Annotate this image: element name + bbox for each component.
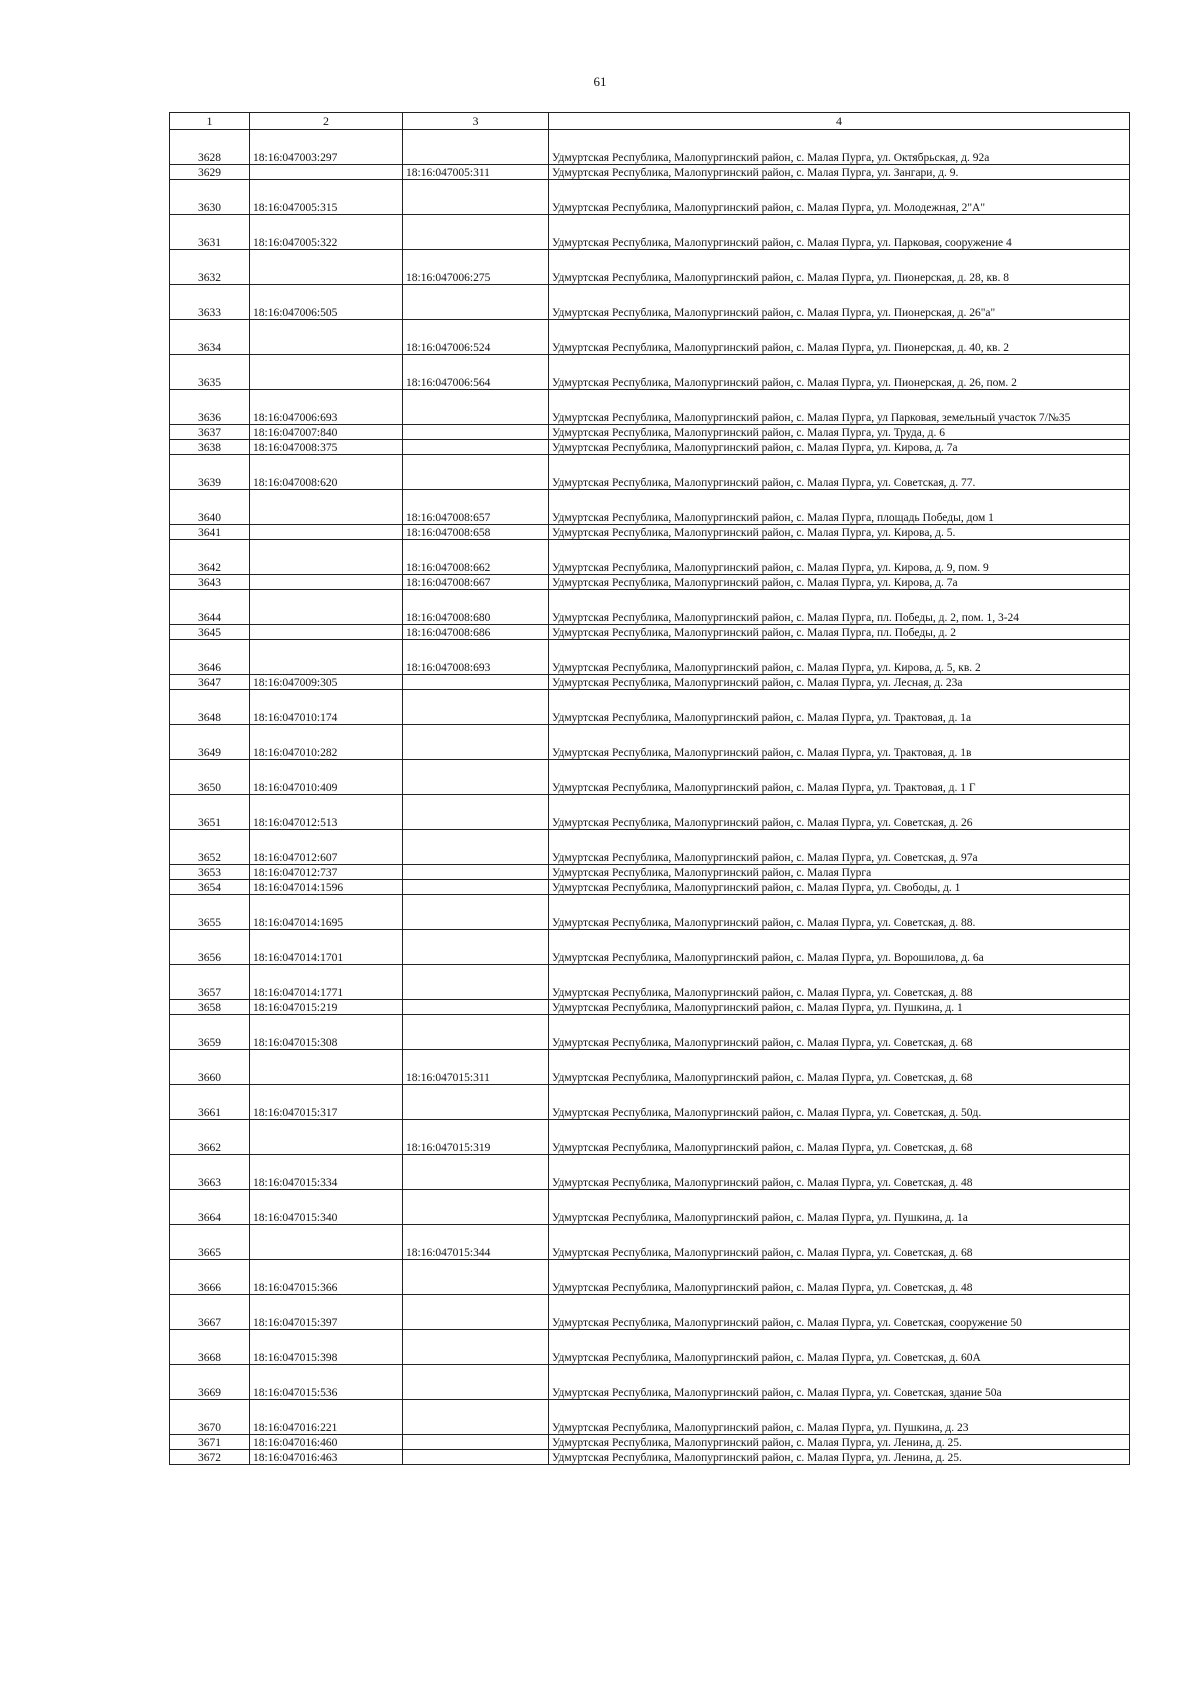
building-cadastral-number-cell (403, 895, 549, 930)
table-row (170, 1450, 1130, 1465)
address-cell: Удмуртская Республика, Малопургинский район, с. Малая Пурга, ул. Трактовая, д. 1 Г (549, 760, 1130, 795)
registry-table (169, 112, 1130, 1465)
cadastral-number-cell: 18:16:047016:460 (250, 1435, 403, 1450)
row-number-cell: 3669 (170, 1365, 250, 1400)
row-number-cell: 3641 (170, 525, 250, 540)
cadastral-number-cell: 18:16:047003:297 (250, 130, 403, 165)
row-number-cell: 3652 (170, 830, 250, 865)
building-cadastral-number-cell (403, 880, 549, 895)
building-cadastral-number-cell (403, 760, 549, 795)
building-cadastral-number-cell (403, 180, 549, 215)
address-cell: Удмуртская Республика, Малопургинский район, с. Малая Пурга (549, 865, 1130, 880)
row-number-cell: 3649 (170, 725, 250, 760)
row-number-cell: 3640 (170, 490, 250, 525)
table-row (170, 1260, 1130, 1295)
address-cell: Удмуртская Республика, Малопургинский район, с. Малая Пурга, пл. Победы, д. 2 (549, 625, 1130, 640)
row-number-cell: 3637 (170, 425, 250, 440)
building-cadastral-number-cell: 18:16:047015:344 (403, 1225, 549, 1260)
row-number-cell: 3646 (170, 640, 250, 675)
address-cell: Удмуртская Республика, Малопургинский район, с. Малая Пурга, ул. Трактовая, д. 1в (549, 725, 1130, 760)
row-number-cell: 3671 (170, 1435, 250, 1450)
row-number-cell: 3651 (170, 795, 250, 830)
building-cadastral-number-cell: 18:16:047006:524 (403, 320, 549, 355)
building-cadastral-number-cell (403, 130, 549, 165)
building-cadastral-number-cell: 18:16:047008:657 (403, 490, 549, 525)
table-row (170, 1155, 1130, 1190)
address-cell: Удмуртская Республика, Малопургинский район, с. Малая Пурга, ул. Кирова, д. 5, кв. 2 (549, 640, 1130, 675)
address-cell: Удмуртская Республика, Малопургинский район, с. Малая Пурга, ул. Советская, д. 48 (549, 1155, 1130, 1190)
cadastral-number-cell: 18:16:047008:375 (250, 440, 403, 455)
address-cell: Удмуртская Республика, Малопургинский район, с. Малая Пурга, площадь Победы, дом 1 (549, 490, 1130, 525)
cadastral-number-cell: 18:16:047006:505 (250, 285, 403, 320)
building-cadastral-number-cell: 18:16:047008:658 (403, 525, 549, 540)
building-cadastral-number-cell (403, 675, 549, 690)
address-cell: Удмуртская Республика, Малопургинский район, с. Малая Пурга, ул. Труда, д. 6 (549, 425, 1130, 440)
address-cell: Удмуртская Республика, Малопургинский район, с. Малая Пурга, ул. Октябрьская, д. 92а (549, 130, 1130, 165)
row-number-cell: 3639 (170, 455, 250, 490)
table-row (170, 1365, 1130, 1400)
building-cadastral-number-cell: 18:16:047008:686 (403, 625, 549, 640)
table-row (170, 540, 1130, 575)
row-number-cell: 3660 (170, 1050, 250, 1085)
cadastral-number-cell (250, 165, 403, 180)
address-cell: Удмуртская Республика, Малопургинский район, с. Малая Пурга, ул. Пушкина, д. 23 (549, 1400, 1130, 1435)
cadastral-number-cell: 18:16:047006:693 (250, 390, 403, 425)
row-number-cell: 3630 (170, 180, 250, 215)
row-number-cell: 3645 (170, 625, 250, 640)
building-cadastral-number-cell (403, 215, 549, 250)
cadastral-number-cell (250, 540, 403, 575)
cadastral-number-cell: 18:16:047015:219 (250, 1000, 403, 1015)
row-number-cell: 3643 (170, 575, 250, 590)
address-cell: Удмуртская Республика, Малопургинский район, с. Малая Пурга, ул. Советская, сооружение 50 (549, 1295, 1130, 1330)
address-cell: Удмуртская Республика, Малопургинский район, с. Малая Пурга, ул. Советская, д. 60А (549, 1330, 1130, 1365)
row-number-cell: 3647 (170, 675, 250, 690)
building-cadastral-number-cell (403, 1015, 549, 1050)
row-number-cell: 3667 (170, 1295, 250, 1330)
building-cadastral-number-cell (403, 455, 549, 490)
address-cell: Удмуртская Республика, Малопургинский район, с. Малая Пурга, ул. Пионерская, д. 28, кв. 8 (549, 250, 1130, 285)
building-cadastral-number-cell (403, 1450, 549, 1465)
building-cadastral-number-cell (403, 795, 549, 830)
table-row (170, 455, 1130, 490)
address-cell: Удмуртская Республика, Малопургинский район, с. Малая Пурга, ул. Зангари, д. 9. (549, 165, 1130, 180)
table-row (170, 1190, 1130, 1225)
table-row (170, 180, 1130, 215)
row-number-cell: 3666 (170, 1260, 250, 1295)
building-cadastral-number-cell: 18:16:047008:667 (403, 575, 549, 590)
building-cadastral-number-cell (403, 1000, 549, 1015)
cadastral-number-cell (250, 250, 403, 285)
building-cadastral-number-cell (403, 1295, 549, 1330)
row-number-cell: 3663 (170, 1155, 250, 1190)
table-row (170, 675, 1130, 690)
cadastral-number-cell: 18:16:047005:315 (250, 180, 403, 215)
cadastral-number-cell (250, 625, 403, 640)
header-row (170, 113, 1130, 130)
building-cadastral-number-cell (403, 425, 549, 440)
address-cell: Удмуртская Республика, Малопургинский район, с. Малая Пурга, ул. Советская, д. 68 (549, 1050, 1130, 1085)
table-row (170, 425, 1130, 440)
cadastral-number-cell (250, 1050, 403, 1085)
cadastral-number-cell (250, 590, 403, 625)
building-cadastral-number-cell: 18:16:047015:319 (403, 1120, 549, 1155)
building-cadastral-number-cell (403, 1190, 549, 1225)
cadastral-number-cell: 18:16:047012:607 (250, 830, 403, 865)
cadastral-number-cell: 18:16:047014:1701 (250, 930, 403, 965)
address-cell: Удмуртская Республика, Малопургинский район, с. Малая Пурга, пл. Победы, д. 2, пом. 1, 3-24 (549, 590, 1130, 625)
page-number: 61 (593, 74, 607, 89)
building-cadastral-number-cell: 18:16:047005:311 (403, 165, 549, 180)
table-row (170, 1400, 1130, 1435)
cadastral-number-cell (250, 525, 403, 540)
cadastral-number-cell: 18:16:047009:305 (250, 675, 403, 690)
table-row (170, 795, 1130, 830)
table-row (170, 1000, 1130, 1015)
row-number-cell: 3644 (170, 590, 250, 625)
table-row (170, 895, 1130, 930)
row-number-cell: 3636 (170, 390, 250, 425)
building-cadastral-number-cell (403, 1330, 549, 1365)
building-cadastral-number-cell: 18:16:047008:693 (403, 640, 549, 675)
cadastral-number-cell: 18:16:047015:340 (250, 1190, 403, 1225)
row-number-cell: 3670 (170, 1400, 250, 1435)
table-row (170, 965, 1130, 1000)
address-cell: Удмуртская Республика, Малопургинский район, с. Малая Пурга, ул. Кирова, д. 5. (549, 525, 1130, 540)
row-number-cell: 3664 (170, 1190, 250, 1225)
row-number-cell: 3632 (170, 250, 250, 285)
row-number-cell: 3642 (170, 540, 250, 575)
building-cadastral-number-cell (403, 930, 549, 965)
table-row (170, 1295, 1130, 1330)
table-row (170, 590, 1130, 625)
cadastral-number-cell: 18:16:047015:536 (250, 1365, 403, 1400)
cadastral-number-cell: 18:16:047015:334 (250, 1155, 403, 1190)
building-cadastral-number-cell: 18:16:047006:275 (403, 250, 549, 285)
cadastral-number-cell: 18:16:047015:317 (250, 1085, 403, 1120)
cadastral-number-cell (250, 490, 403, 525)
row-number-cell: 3672 (170, 1450, 250, 1465)
building-cadastral-number-cell: 18:16:047008:662 (403, 540, 549, 575)
table-row (170, 390, 1130, 425)
address-cell: Удмуртская Республика, Малопургинский район, с. Малая Пурга, ул. Советская, д. 68 (549, 1225, 1130, 1260)
table-row (170, 440, 1130, 455)
address-cell: Удмуртская Республика, Малопургинский район, с. Малая Пурга, ул. Советская, д. 97а (549, 830, 1130, 865)
column-header: 3 (403, 113, 549, 130)
building-cadastral-number-cell (403, 1260, 549, 1295)
table-row (170, 320, 1130, 355)
address-cell: Удмуртская Республика, Малопургинский район, с. Малая Пурга, ул. Кирова, д. 7а (549, 575, 1130, 590)
address-cell: Удмуртская Республика, Малопургинский район, с. Малая Пурга, ул. Советская, д. 26 (549, 795, 1130, 830)
cadastral-number-cell: 18:16:047012:513 (250, 795, 403, 830)
table-row (170, 1435, 1130, 1450)
table-row (170, 830, 1130, 865)
table-row (170, 1225, 1130, 1260)
table-row (170, 690, 1130, 725)
cadastral-number-cell: 18:16:047016:463 (250, 1450, 403, 1465)
table-row (170, 1085, 1130, 1120)
cadastral-number-cell: 18:16:047016:221 (250, 1400, 403, 1435)
table-row (170, 525, 1130, 540)
building-cadastral-number-cell (403, 830, 549, 865)
address-cell: Удмуртская Республика, Малопургинский район, с. Малая Пурга, ул. Трактовая, д. 1а (549, 690, 1130, 725)
cadastral-number-cell: 18:16:047012:737 (250, 865, 403, 880)
building-cadastral-number-cell (403, 1435, 549, 1450)
cadastral-number-cell: 18:16:047015:397 (250, 1295, 403, 1330)
address-cell: Удмуртская Республика, Малопургинский район, с. Малая Пурга, ул. Пионерская, д. 40, кв. 2 (549, 320, 1130, 355)
row-number-cell: 3650 (170, 760, 250, 795)
building-cadastral-number-cell (403, 725, 549, 760)
table-row (170, 575, 1130, 590)
address-cell: Удмуртская Республика, Малопургинский район, с. Малая Пурга, ул. Советская, д. 48 (549, 1260, 1130, 1295)
address-cell: Удмуртская Республика, Малопургинский район, с. Малая Пурга, ул. Пушкина, д. 1 (549, 1000, 1130, 1015)
row-number-cell: 3665 (170, 1225, 250, 1260)
table-row (170, 725, 1130, 760)
row-number-cell: 3654 (170, 880, 250, 895)
table-row (170, 1050, 1130, 1085)
cadastral-number-cell (250, 1120, 403, 1155)
table-row (170, 865, 1130, 880)
address-cell: Удмуртская Республика, Малопургинский район, с. Малая Пурга, ул. Кирова, д. 7а (549, 440, 1130, 455)
building-cadastral-number-cell (403, 965, 549, 1000)
cadastral-number-cell: 18:16:047014:1695 (250, 895, 403, 930)
table-row (170, 285, 1130, 320)
building-cadastral-number-cell (403, 865, 549, 880)
building-cadastral-number-cell: 18:16:047008:680 (403, 590, 549, 625)
address-cell: Удмуртская Республика, Малопургинский район, с. Малая Пурга, ул. Ленина, д. 25. (549, 1450, 1130, 1465)
column-header: 1 (170, 113, 250, 130)
row-number-cell: 3653 (170, 865, 250, 880)
building-cadastral-number-cell: 18:16:047015:311 (403, 1050, 549, 1085)
building-cadastral-number-cell (403, 1085, 549, 1120)
address-cell: Удмуртская Республика, Малопургинский район, с. Малая Пурга, ул. Кирова, д. 9, пом. 9 (549, 540, 1130, 575)
address-cell: Удмуртская Республика, Малопургинский район, с. Малая Пурга, ул. Советская, здание 50а (549, 1365, 1130, 1400)
cadastral-number-cell: 18:16:047005:322 (250, 215, 403, 250)
row-number-cell: 3629 (170, 165, 250, 180)
cadastral-number-cell (250, 320, 403, 355)
address-cell: Удмуртская Республика, Малопургинский район, с. Малая Пурга, ул. Парковая, сооружение 4 (549, 215, 1130, 250)
building-cadastral-number-cell (403, 1155, 549, 1190)
cadastral-number-cell: 18:16:047015:398 (250, 1330, 403, 1365)
row-number-cell: 3661 (170, 1085, 250, 1120)
table-row (170, 355, 1130, 390)
building-cadastral-number-cell (403, 1400, 549, 1435)
table-row (170, 1015, 1130, 1050)
column-header: 4 (549, 113, 1130, 130)
address-cell: Удмуртская Республика, Малопургинский район, с. Малая Пурга, ул. Пионерская, д. 26, пом. 2 (549, 355, 1130, 390)
row-number-cell: 3655 (170, 895, 250, 930)
row-number-cell: 3648 (170, 690, 250, 725)
address-cell: Удмуртская Республика, Малопургинский район, с. Малая Пурга, ул. Пушкина, д. 1а (549, 1190, 1130, 1225)
address-cell: Удмуртская Республика, Малопургинский район, с. Малая Пурга, ул. Советская, д. 88 (549, 965, 1130, 1000)
cadastral-number-cell (250, 575, 403, 590)
building-cadastral-number-cell (403, 690, 549, 725)
table-row (170, 250, 1130, 285)
address-cell: Удмуртская Республика, Малопургинский район, с. Малая Пурга, ул. Ворошилова, д. 6а (549, 930, 1130, 965)
row-number-cell: 3635 (170, 355, 250, 390)
row-number-cell: 3628 (170, 130, 250, 165)
table-row (170, 880, 1130, 895)
address-cell: Удмуртская Республика, Малопургинский район, с. Малая Пурга, ул. Лесная, д. 23а (549, 675, 1130, 690)
row-number-cell: 3634 (170, 320, 250, 355)
building-cadastral-number-cell (403, 1365, 549, 1400)
table-row (170, 640, 1130, 675)
cadastral-number-cell (250, 355, 403, 390)
cadastral-number-cell: 18:16:047010:174 (250, 690, 403, 725)
table-row (170, 165, 1130, 180)
row-number-cell: 3662 (170, 1120, 250, 1155)
cadastral-number-cell: 18:16:047008:620 (250, 455, 403, 490)
row-number-cell: 3638 (170, 440, 250, 455)
cadastral-number-cell: 18:16:047010:409 (250, 760, 403, 795)
row-number-cell: 3633 (170, 285, 250, 320)
column-header: 2 (250, 113, 403, 130)
building-cadastral-number-cell (403, 440, 549, 455)
cadastral-number-cell (250, 1225, 403, 1260)
table-row (170, 490, 1130, 525)
address-cell: Удмуртская Республика, Малопургинский район, с. Малая Пурга, ул. Советская, д. 77. (549, 455, 1130, 490)
address-cell: Удмуртская Республика, Малопургинский район, с. Малая Пурга, ул. Пионерская, д. 26"а" (549, 285, 1130, 320)
building-cadastral-number-cell: 18:16:047006:564 (403, 355, 549, 390)
address-cell: Удмуртская Республика, Малопургинский район, с. Малая Пурга, ул. Молодежная, 2"А" (549, 180, 1130, 215)
cadastral-number-cell (250, 640, 403, 675)
table-row (170, 930, 1130, 965)
row-number-cell: 3659 (170, 1015, 250, 1050)
row-number-cell: 3656 (170, 930, 250, 965)
row-number-cell: 3631 (170, 215, 250, 250)
address-cell: Удмуртская Республика, Малопургинский район, с. Малая Пурга, ул. Советская, д. 50д. (549, 1085, 1130, 1120)
table-row (170, 130, 1130, 165)
table-body (170, 130, 1130, 1465)
address-cell: Удмуртская Республика, Малопургинский район, с. Малая Пурга, ул. Советская, д. 68 (549, 1120, 1130, 1155)
table-row (170, 760, 1130, 795)
cadastral-number-cell: 18:16:047015:308 (250, 1015, 403, 1050)
building-cadastral-number-cell (403, 285, 549, 320)
cadastral-number-cell: 18:16:047010:282 (250, 725, 403, 760)
row-number-cell: 3657 (170, 965, 250, 1000)
cadastral-number-cell: 18:16:047015:366 (250, 1260, 403, 1295)
row-number-cell: 3668 (170, 1330, 250, 1365)
cadastral-number-cell: 18:16:047014:1596 (250, 880, 403, 895)
table-row (170, 1120, 1130, 1155)
cadastral-number-cell: 18:16:047007:840 (250, 425, 403, 440)
address-cell: Удмуртская Республика, Малопургинский район, с. Малая Пурга, ул. Ленина, д. 25. (549, 1435, 1130, 1450)
building-cadastral-number-cell (403, 390, 549, 425)
address-cell: Удмуртская Республика, Малопургинский район, с. Малая Пурга, ул. Советская, д. 68 (549, 1015, 1130, 1050)
address-cell: Удмуртская Республика, Малопургинский район, с. Малая Пурга, ул. Советская, д. 88. (549, 895, 1130, 930)
address-cell: Удмуртская Республика, Малопургинский район, с. Малая Пурга, ул Парковая, земельный участок 7/№35 (549, 390, 1130, 425)
address-cell: Удмуртская Республика, Малопургинский район, с. Малая Пурга, ул. Свободы, д. 1 (549, 880, 1130, 895)
table-row (170, 1330, 1130, 1365)
cadastral-number-cell: 18:16:047014:1771 (250, 965, 403, 1000)
row-number-cell: 3658 (170, 1000, 250, 1015)
table-row (170, 625, 1130, 640)
table-row (170, 215, 1130, 250)
